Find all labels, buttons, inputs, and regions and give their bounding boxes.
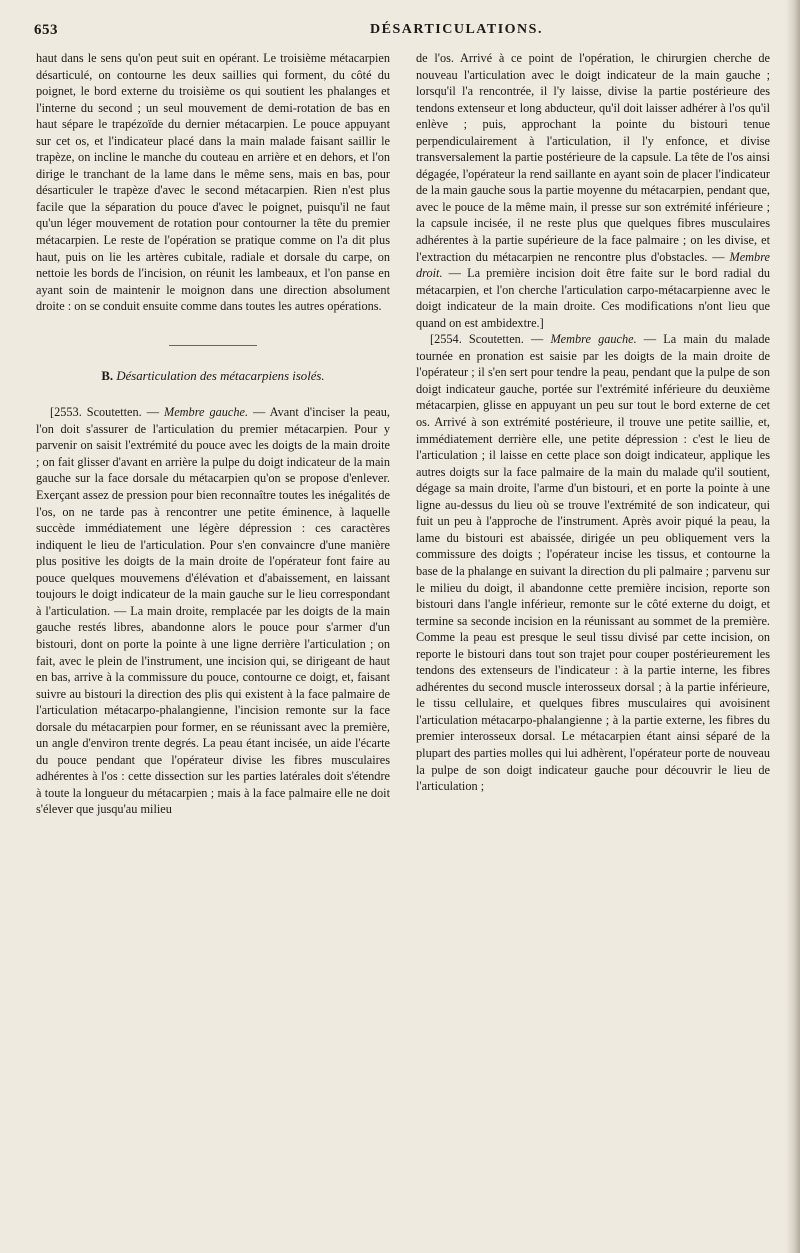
section-letter: B. xyxy=(101,368,114,383)
running-head xyxy=(34,22,776,44)
section-title: Désarticulation des métacarpiens isolés. xyxy=(116,368,325,383)
paragraph-tail: — La première incision doit être faite sur le bord radial du métacarpien, et l'on cherche l'articulation carpo-métacarpienne avec le doigt indicateur de la main droite. Ces modifications n'ont lieu que quand on est ambidextre.] xyxy=(416,266,770,330)
paragraph-label: Membre droit. xyxy=(416,249,770,281)
paragraph-label: Membre gauche. xyxy=(550,332,637,347)
paragraph-continuation-right xyxy=(416,50,770,331)
paragraph-continuation: haut dans le sens qu'on peut suit en opérant. Le troisième métacarpien désarticulé, on contourne les deux saillies qui forment, du côté du poignet, le bord externe du troisième os qui soutient les phalanges et l'interne du second ; un seul mouvement de demi-rotation de bas en haut sépare le trapézoïde du dernier métacarpien. Le pouce appuyant sur cet os, et l'indicateur placé dans la main malade faisant saillir le trapèze, on incline le manche du couteau en arrière et en dehors, et l'on dirige le tranchant de la lame dans le même sens, mais en bas, pour désarticuler le trapèze d'avec le second métacarpien. Rien n'est plus facile que la séparation du pouce d'avec le poignet, puisqu'il ne faut qu'un léger mouvement de rotation pour contourner la tête du premier métacarpien. Le reste de l'opération se pratique comme on l'a dit plus haut, puis on lie les artères cubitale, radiale et dorsale du carpe, on nettoie les bords de l'incision, on réunit les lambeaux, et l'on panse en ayant soin de maintenir le moignon dans une direction absolument droite : on se conduit ensuite comme dans toutes les autres opérations. xyxy=(36,51,390,314)
section-divider xyxy=(169,345,257,346)
paragraph-2554 xyxy=(416,331,770,794)
page-number: 653 xyxy=(34,22,58,38)
paragraph-label: Membre gauche. xyxy=(163,405,249,420)
paragraph-body: — La main du malade tournée en pronation est saisie par les doigts de la main droite de l'opérateur ; il s'en sert pour tendre la peau, pendant que la pulpe de son doigt indicateur gauche, portée sur l'extrémité inférieure du deuxième métacarpien, glisse en appuyant un peu sur tout le bord externe de cet os. Arrivé à son extrémité postérieure, il trouve une petite saillie, et, immédiatement derrière elle, une petite dépression : c'est le lieu de l'articulation ; il laisse en cette place son doigt indicateur, applique les autres doigts sur la face palmaire de la main du malade qu'il soutient, dégage sa main droite, l'arme d'un bistouri, et en porte la pointe à une ligne au-dessus du lieu où se trouve l'extrémité de son indicateur, qui fuit un peu à l'approche de l'instrument. Après avoir piqué la peau, la lame du bistouri est abaissée, dirigée un peu obliquement vers la commissure des doigts ; l'opérateur incise les tissus, et contourne la base de la phalange en suivant la direction du pli palmaire ; parvenu sur le milieu du doigt, il abandonne cette première incision, reporte son bistouri dans l'angle inférieur, remonte sur le côté externe du doigt, et termine sa seconde incision en la réunissant au sommet de la première. Comme la peau est presque le seul tissu divisé par cette incision, on reporte le bistouri dans tout son trajet pour couper postérieurement les tendons des extenseurs de l'indicateur : à la partie interne, les fibres adhérentes du second muscle interosseux dorsal ; à la partie inférieure, le tissu cellulaire, et quelques fibres musculaires qui avoisinent l'articulation métacarpo-phalangienne ; à la partie externe, les fibres du premier interosseux dorsal. Le métacarpien étant ainsi séparé de la plupart des parties molles qui lui adhèrent, l'opérateur porte de nouveau la pulpe de son doigt indicateur gauche pour découvrir le lieu de l'articulation ; xyxy=(416,332,770,794)
section-heading xyxy=(36,368,390,385)
paragraph-lead: [2554. Scoutetten. — xyxy=(430,332,551,347)
left-column xyxy=(36,50,390,818)
paragraph-2553 xyxy=(36,404,390,818)
paragraph-body: — Avant d'inciser la peau, l'on doit s'assurer de l'articulation du premier métacarpien. Pour y parvenir on saisit l'extrémité du pouce avec les doigts de la main droite ; on fait glisser d'avant en arrière la pulpe du doigt indicateur de la main gauche sur la face dorsale du métacarpien qu'on se propose d'enlever. Exerçant assez de pression pour bien reconnaître toutes les inégalités de l'os, on ne tarde pas à rencontrer une petite éminence, à laquelle succède immédiatement une légère dépression : ces caractères indiquent le lieu de l'articulation. Pour s'en convaincre d'une manière plus positive les doigts de la main droite de l'opérateur font faire au pouce quelques mouvemens d'élévation et d'abaissement, en laissant toujours le doigt indicateur de la main gauche sur le lieu correspondant à l'articulation. — La main droite, remplacée par les doigts de la main gauche restés libres, abandonne alors le pouce pour s'armer d'un bistouri, dont on porte la pointe à une ligne derrière l'articulation ; on fait, avec le plein de l'instrument, une incision qui, se dirigeant de haut en bas, arrive à la commissure du pouce, contourne ce doigt, et, faisant suivre au bistouri la direction des plis qui existent à la face palmaire de l'articulation métacarpo-phalangienne, l'incision remonte sur la face dorsale du métacarpien pour former, en se réunissant avec la première, un angle d'environ trente degrés. La peau étant incisée, un aide l'écarte du pouce pendant que l'opérateur divise les fibres musculaires adhérentes à l'os : cette dissection sur les parties latérales doit s'étendre à toute la longueur du métacarpien ; mais à la face palmaire elle ne doit s'élever que jusqu'au milieu xyxy=(36,405,390,817)
running-title: DÉSARTICULATIONS. xyxy=(370,22,543,37)
page-edge-shadow xyxy=(786,0,800,1253)
right-column xyxy=(416,50,770,795)
paragraph-lead: [2553. Scoutetten. — xyxy=(50,405,164,420)
paragraph-body: de l'os. Arrivé à ce point de l'opération, le chirurgien cherche de nouveau l'articulation avec le doigt indicateur de la main gauche ; lorsqu'il l'a rencontrée, il l'y laisse, divise la partie postérieure des tendons extenseur et long abducteur, qu'il doit laisser adhérer à l'os qu'il enlève ; puis, approchant la pointe du bistouri tenue perpendiculairement à l'articulation, il l'y enfonce, et divise transversalement la partie postérieure de la capsule. La tête de l'os ainsi dégagée, l'opérateur la rend saillante en ayant soin de placer l'indicateur de la main gauche sous la partie moyenne du métacarpien, pendant que, avec le pouce de la même main, il presse sur son extrémité inférieure ; la capsule incisée, il ne reste plus que quelques fibres musculaires adhérentes à la partie supérieure de la face palmaire ; on les divise, et l'extraction du métacarpien ne rencontre plus d'obstacles. — xyxy=(416,51,770,264)
